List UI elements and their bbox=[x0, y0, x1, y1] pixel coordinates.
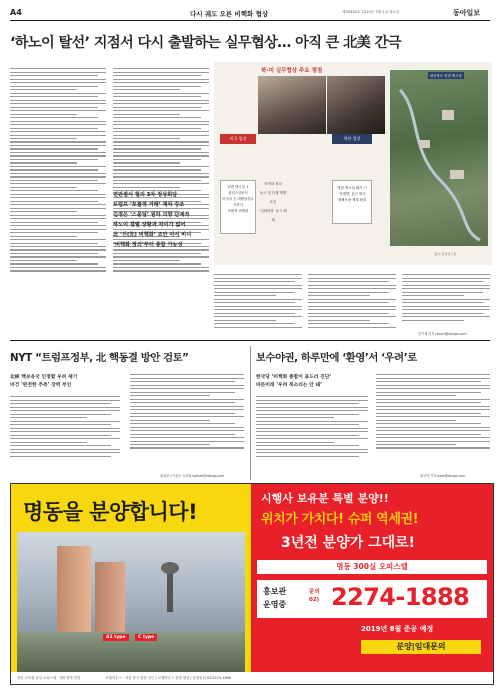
advertisement[interactable] bbox=[10, 483, 494, 685]
header-rule bbox=[10, 20, 490, 21]
issue-info: 제30450호 2019년 7월 2일 화요일 bbox=[342, 10, 400, 14]
ad-right-line3: 3년전 분양가 그대로! bbox=[281, 535, 416, 551]
us-position-header: 미국 입장 bbox=[220, 134, 256, 144]
map-caption: 평안북도 영변 핵시설 bbox=[430, 74, 462, 78]
main-byline: 한기재 기자 record@donga.com bbox=[418, 332, 467, 336]
page-number: A4 bbox=[10, 8, 22, 17]
column-divider bbox=[250, 346, 251, 480]
main-body-col3 bbox=[214, 272, 302, 330]
divider-1 bbox=[10, 340, 490, 341]
yongbyon-map bbox=[390, 70, 488, 246]
left-body-col2 bbox=[130, 372, 244, 451]
ad-right-line2: 위치가 가치다! 슈퍼 역세권! bbox=[261, 512, 419, 527]
nk-position-box: 영변 핵시설 폐기 시 ‘단계별’ 접근 방식 체제보장·제재 완화 bbox=[332, 180, 372, 224]
ad-footer-right: 모델하우스 : 서울 중구 명동 인근 / 모델하우스 현장 방문 / 분양문의 02)2274-1888 bbox=[105, 676, 231, 680]
main-body-col5 bbox=[402, 272, 490, 323]
main-headline: ‘하노이 탈선’ 지점서 다시 출발하는 실무협상… 아직 큰 北美 간극 bbox=[10, 35, 401, 51]
masthead: 동아일보 bbox=[453, 8, 481, 17]
subhead-6: ‘비핵화 정의’부터 종합 가능성 bbox=[113, 242, 183, 248]
infographic-credit: 출처: 통일연구원 bbox=[434, 252, 457, 256]
us-position-box: 영변 핵시설 + 플러스알파식 미사일 등 대량살상무기까지 포괄적 비핵화 bbox=[220, 180, 256, 234]
main-body-col1 bbox=[10, 66, 106, 274]
ad-left-panel bbox=[11, 484, 251, 684]
right-headline: 보수야권, 하루만에 ‘환영’서 ‘우려’로 bbox=[256, 352, 417, 364]
right-body-col2 bbox=[376, 372, 490, 451]
ad-right-panel bbox=[251, 484, 493, 684]
subhead-5: 北 ‘선(先) 비핵화’ 조만 아서 비닉 bbox=[113, 232, 192, 238]
infographic-title: 북-미 실무협상 주요 쟁점 bbox=[261, 68, 323, 74]
right-byline: 최고야 기자 best@donga.com bbox=[420, 474, 466, 478]
photo-trump bbox=[258, 76, 326, 134]
phone-number[interactable]: 2274-1888 bbox=[331, 583, 470, 611]
section-label: 다시 궤도 오른 비핵화 협상 bbox=[190, 10, 269, 18]
ad-footer-left: 명동 도보권 유일 오피스텔 · 명동전역 연결 bbox=[17, 676, 81, 680]
ad-left-title: 명동을 분양합니다! bbox=[23, 500, 198, 524]
ad-right-line4: 명동 300실 오피스텔 bbox=[257, 560, 487, 574]
left-body-col1 bbox=[10, 394, 120, 459]
hq-label: 홍보관 운영중 bbox=[263, 587, 287, 609]
subhead-3: 김정은 ‘스몰딜’ 원하 의향 단계적 bbox=[113, 212, 190, 218]
infographic bbox=[214, 62, 492, 265]
photo-kim bbox=[327, 76, 385, 134]
sale-inquiry[interactable]: 분양|임대문의 bbox=[361, 640, 481, 654]
right-body-col1 bbox=[256, 394, 368, 459]
unit-c-badge[interactable]: C type bbox=[135, 634, 157, 641]
left-subheads: 北核 핵보유국 인정할 우려 제기 비건 ‘완전한 추측’ 강력 부인 bbox=[10, 375, 78, 388]
main-body-col4 bbox=[308, 272, 396, 330]
subhead-4: 하노이 결렬 상황과 차이가 없어 bbox=[113, 222, 186, 228]
unit-a-badge[interactable]: A1 type bbox=[103, 634, 129, 641]
left-headline: NYT “트럼프정부, 北 핵동결 방안 검토” bbox=[10, 352, 189, 364]
ad-footer bbox=[11, 672, 493, 684]
main-subheads bbox=[113, 190, 209, 250]
completion-date: 2019년 8월 준공 예정 bbox=[361, 625, 434, 633]
ad-building-photo bbox=[17, 532, 245, 672]
nk-position-header: 북한 입장 bbox=[332, 134, 372, 144]
left-byline: 워싱턴=이정은 특파원 lightee@donga.com bbox=[160, 474, 225, 478]
right-subheads: 한국당 ‘비핵화 종합이 표드러 진단’ 바른미래 ‘우려 북소리는 안 돼’ bbox=[256, 375, 332, 388]
ad-right-line1: 시행사 보유분 특별 분양!! bbox=[261, 492, 389, 505]
subhead-2: 트럼프 ‘포괄적 거래’ 재차 강조 bbox=[113, 202, 185, 208]
ad-contact-box bbox=[257, 580, 487, 618]
phone-prefix: 문의 02) bbox=[309, 589, 320, 603]
subhead-1: 연판점서 협의 3차 정상회담 bbox=[113, 192, 178, 198]
issues-column: 비핵화 정의 ‘동시 및 단계 병행’ 조건 ‘일괄타결’ 동시 해제 bbox=[258, 182, 288, 222]
